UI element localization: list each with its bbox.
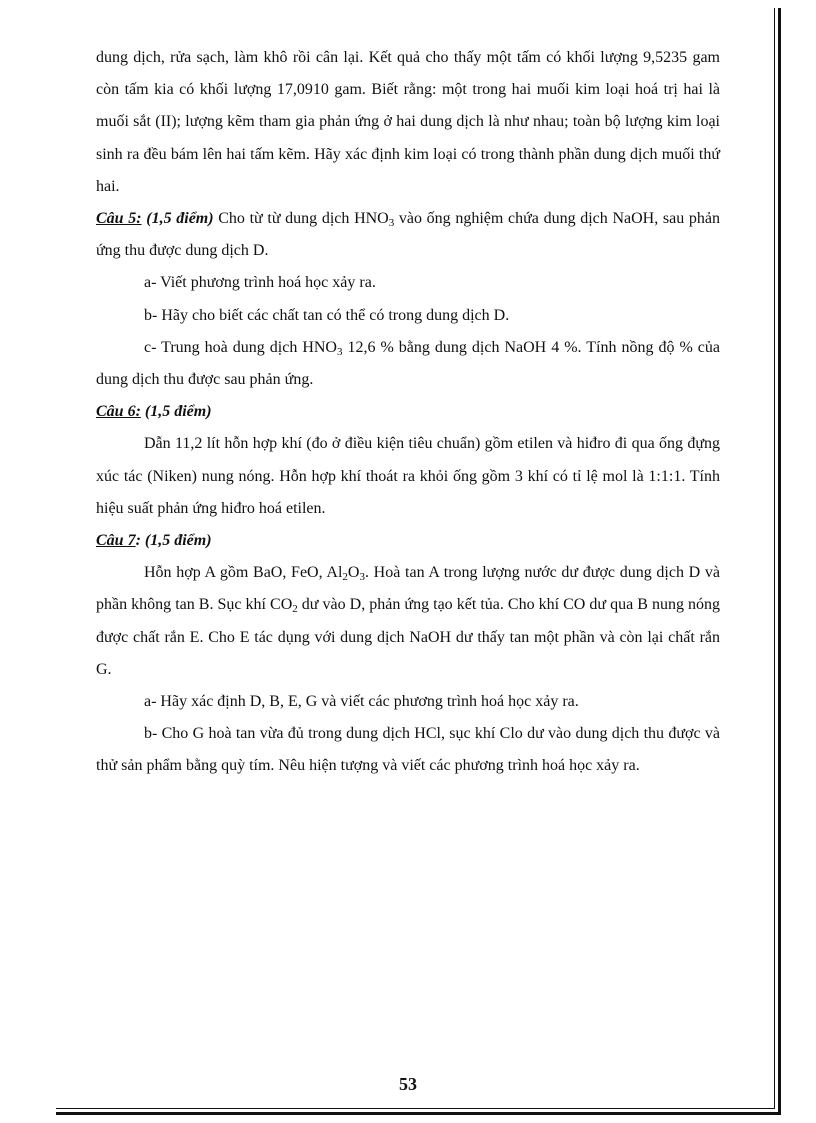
question-5-points: (1,5 điểm) bbox=[141, 210, 214, 228]
question-5-c bbox=[96, 332, 720, 396]
subscript: 3 bbox=[359, 571, 365, 584]
question-5-c-part2: 12,6 % bằng dung dịch NaOH 4 %. Tính nồng độ % của dung dịch thu được sau phản ứng. bbox=[96, 338, 720, 389]
question-7-label: Câu 7 bbox=[96, 532, 136, 550]
question-7-body bbox=[96, 557, 720, 686]
question-7-heading bbox=[96, 525, 720, 557]
page-number: 53 bbox=[399, 1074, 417, 1094]
question-7-points: : (1,5 điểm) bbox=[135, 532, 212, 550]
question-6-heading bbox=[96, 396, 720, 428]
question-5-a: a- Viết phương trình hoá học xảy ra. bbox=[144, 274, 376, 292]
subscript: 2 bbox=[292, 603, 298, 616]
question-6-body: Dẫn 11,2 lít hỗn hợp khí (đo ở điều kiện tiêu chuẩn) gồm etilen và hiđro đi qua ống đựng xúc tác (Niken) nung nóng. Hỗn hợp khí thoát ra khỏi ống gồm 3 khí có tỉ lệ mol là 1:1:1. Tính hiệu suất phản ứng hiđro hoá etilen. bbox=[96, 435, 720, 517]
question-5 bbox=[96, 203, 720, 267]
question-5-c-part1: c- Trung hoà dung dịch HNO bbox=[144, 338, 337, 356]
question-5-b: b- Hãy cho biết các chất tan có thể có trong dung dịch D. bbox=[144, 306, 510, 324]
subscript: 2 bbox=[342, 571, 348, 584]
question-5-heading bbox=[96, 210, 214, 227]
subscript: 3 bbox=[336, 345, 343, 358]
question-7-b: b- Cho G hoà tan vừa đủ trong dung dịch HCl, sục khí Clo dư vào dung dịch thu được và thử sản phẩm bằng quỳ tím. Nêu hiện tượng và viết các phương trình hoá học xảy ra. bbox=[96, 725, 720, 775]
question-7-body-part1: Hỗn hợp A gồm BaO, FeO, Al bbox=[144, 564, 343, 582]
question-7-a: a- Hãy xác định D, B, E, G và viết các phương trình hoá học xảy ra. bbox=[144, 693, 579, 711]
question-5-label: Câu 5: bbox=[96, 210, 142, 228]
subscript: 3 bbox=[388, 217, 395, 230]
intro-paragraph: dung dịch, rửa sạch, làm khô rồi cân lại. Kết quả cho thấy một tấm có khối lượng 9,5235 gam còn tấm kia có khối lượng 17,0910 gam. Biết rằng: một trong hai muối kim loại hoá trị hai là muối sắt (II); lượng kẽm tham gia phản ứng ở hai dung dịch là như nhau; toàn bộ lượng kim loại sinh ra đều bám lên hai tấm kẽm. Hãy xác định kim loại có trong thành phần dung dịch muối thứ hai. bbox=[96, 49, 720, 195]
question-7-body-part4: dư vào D, phản ứng tạo kết tủa. Cho khí CO dư qua B nung nóng được chất rắn E. Cho E tác dụng với dung dịch NaOH dư thấy tan một phần và còn lại chất rắn G. bbox=[96, 596, 721, 678]
question-6-label: Câu 6: bbox=[96, 403, 141, 421]
question-5-stem-part1: Cho từ từ dung dịch HNO bbox=[213, 210, 389, 228]
page-content bbox=[96, 42, 720, 783]
question-5-stem-part2: vào ống nghiệm chứa dung dịch NaOH, sau phản ứng thu được dung dịch D. bbox=[96, 210, 720, 260]
question-7-body-part3: . Hoà tan A trong lượng nước dư được dung dịch D và phần không tan B. Sục khí CO bbox=[96, 564, 721, 614]
question-6-points: (1,5 điểm) bbox=[140, 403, 212, 421]
question-7-body-part2: O bbox=[347, 564, 360, 582]
